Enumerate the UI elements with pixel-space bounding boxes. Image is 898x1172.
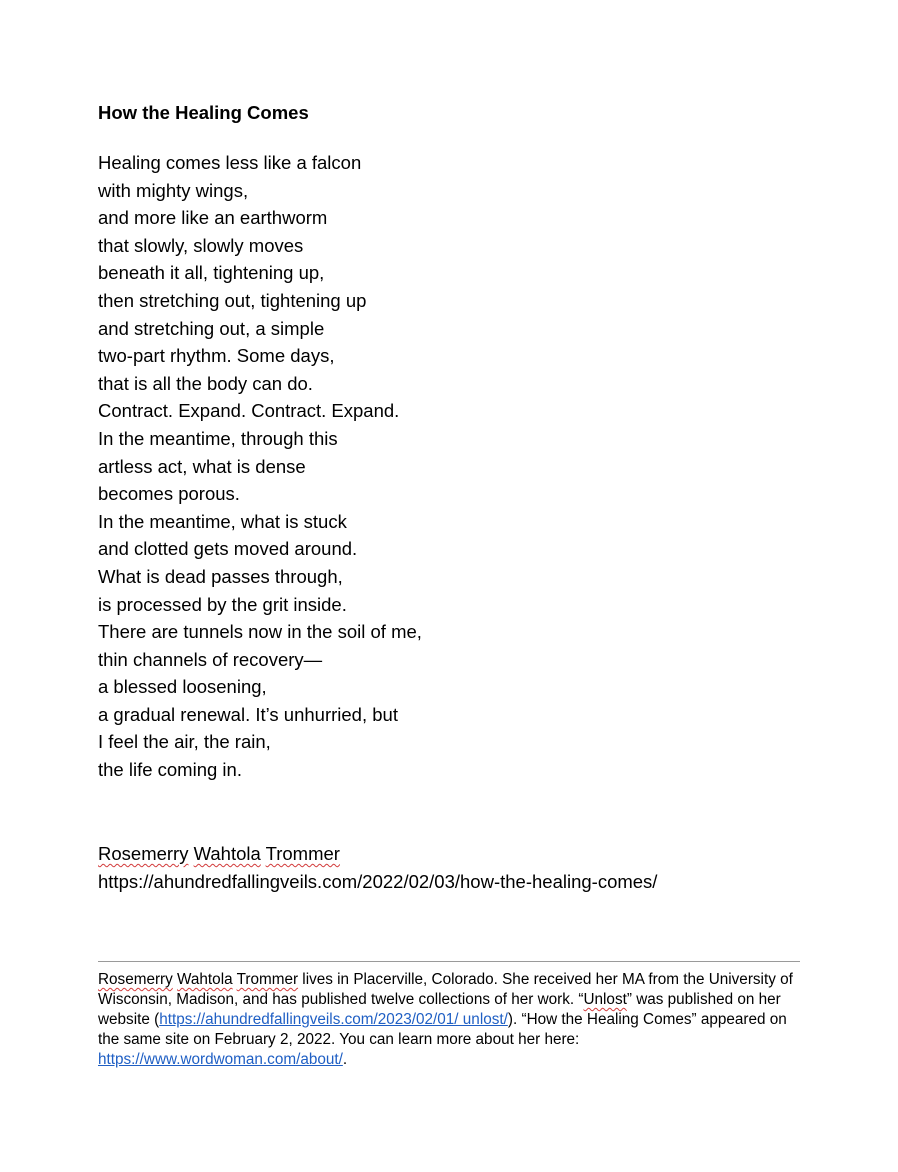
- footnote-unlost-word: Unlost: [583, 991, 627, 1008]
- poem-line: What is dead passes through,: [98, 565, 343, 587]
- author-name: [98, 840, 340, 868]
- poem-line: a gradual renewal. It’s unhurried, but: [98, 703, 398, 725]
- author-first-name: Rosemerry: [98, 843, 189, 864]
- poem-line: then stretching out, tightening up: [98, 289, 367, 311]
- poem-line: that is all the body can do.: [98, 372, 313, 394]
- poem-line: thin channels of recovery—: [98, 648, 323, 670]
- poem-body: [98, 149, 422, 784]
- author-last-name: Trommer: [265, 843, 340, 864]
- poem-line: is processed by the grit inside.: [98, 593, 347, 615]
- unlost-link[interactable]: https://ahundredfallingveils.com/2023/02/01/ unlost/: [159, 1011, 508, 1028]
- footnote-first-name: Rosemerry: [98, 971, 173, 988]
- poem-line: In the meantime, what is stuck: [98, 510, 347, 532]
- footnote-last-name: Trommer: [236, 971, 299, 988]
- poem-line: beneath it all, tightening up,: [98, 262, 325, 284]
- poem-line: and clotted gets moved around.: [98, 538, 358, 560]
- footnote-middle-name: Wahtola: [177, 971, 233, 988]
- footnote-divider: [98, 961, 800, 962]
- poem-line: the life coming in.: [98, 759, 242, 781]
- footnote-text: lives in Placerville, Colorado. She received her MA from the University of Wisconsin, Madison, and has published twelve collections of her work. “: [98, 971, 793, 1008]
- poem-title: How the Healing Comes: [98, 102, 309, 123]
- footnote: [98, 970, 810, 1070]
- poem-line: There are tunnels now in the soil of me,: [98, 621, 422, 643]
- poem-line: a blessed loosening,: [98, 676, 267, 698]
- footnote-text: ). “How the Healing Comes” appeared on the same site on February 2, 2022. You can learn more about her here:: [98, 1011, 787, 1048]
- wordwoman-about-link[interactable]: https://www.wordwoman.com/about/: [98, 1051, 343, 1068]
- poem-line: artless act, what is dense: [98, 455, 306, 477]
- source-url: https://ahundredfallingveils.com/2022/02/03/how-the-healing-comes/: [98, 871, 658, 892]
- poem-line: and stretching out, a simple: [98, 317, 325, 339]
- poem-line: with mighty wings,: [98, 179, 249, 201]
- footnote-text: ” was published on her website (: [98, 991, 781, 1028]
- poem-line: two-part rhythm. Some days,: [98, 345, 335, 367]
- author-middle-name: Wahtola: [193, 843, 261, 864]
- poem-line: and more like an earthworm: [98, 207, 328, 229]
- poem-line: Contract. Expand. Contract. Expand.: [98, 400, 400, 422]
- poem-line: that slowly, slowly moves: [98, 234, 304, 256]
- footnote-text: .: [342, 1051, 348, 1068]
- poem-line: I feel the air, the rain,: [98, 731, 271, 753]
- poem-line: becomes porous.: [98, 483, 240, 505]
- poem-line: Healing comes less like a falcon: [98, 152, 362, 173]
- poem-line: In the meantime, through this: [98, 427, 338, 449]
